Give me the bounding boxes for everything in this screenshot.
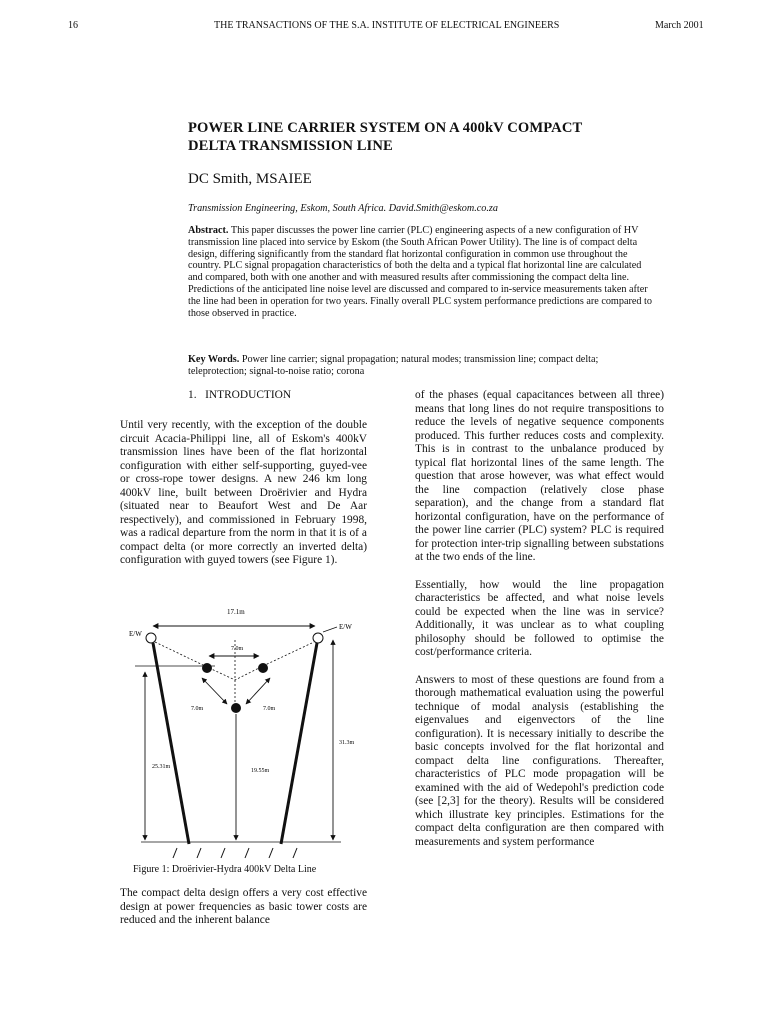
issue-date: March 2001: [655, 20, 704, 31]
figure-caption: Figure 1: Droërivier-Hydra 400kV Delta Line: [133, 864, 317, 875]
tower-leg-left: [153, 643, 189, 844]
author-name: DC Smith, MSAIEE: [188, 171, 312, 187]
ground-hatching: [173, 848, 297, 858]
height-left-label: 25.31m: [152, 764, 171, 770]
abstract-label: Abstract.: [188, 225, 229, 236]
keywords-label: Key Words.: [188, 354, 240, 365]
height-center-label: 19.55m: [251, 768, 270, 774]
section-heading: 1. INTRODUCTION: [188, 389, 292, 401]
height-right-label: 31.3m: [339, 740, 355, 746]
journal-header: THE TRANSACTIONS OF THE S.A. INSTITUTE OF ELECTRICAL ENGINEERS: [214, 20, 560, 31]
left-column-continued: [120, 887, 367, 928]
right-paragraph-1: of the phases (equal capacitances between all three) means that long lines do not require transpositions to reduce the levels of negative sequence components produced. This further reduces costs and complexity. This is in contrast to the unbalance produced by typical flat horizontal lines of the same length. The question that arose however, was what effect would the line compaction (relatively close phase separation), and the change from a standard flat horizontal configuration, have on the performance of the power line carrier (PLC) system? PLC is required for protection inter-trip signalling between substations at the two ends of the line.: [415, 389, 664, 563]
paper-title: [188, 119, 668, 155]
ew-left-label: E/W: [129, 630, 142, 638]
phase-spacing-label: 7.0m: [231, 646, 244, 652]
conductor-right: [258, 663, 268, 673]
ew-right-label: E/W: [339, 623, 352, 631]
earth-wire-right: [313, 633, 323, 643]
intro-paragraph-2: The compact delta design offers a very cost effective design at power frequencies as basic tower costs are reduced and the inherent balance: [120, 887, 367, 926]
tower-leg-right: [281, 643, 317, 844]
diag-left-label: 7.0m: [191, 706, 204, 712]
title-line-2: DELTA TRANSMISSION LINE: [188, 138, 393, 154]
right-column: [415, 389, 664, 863]
page-number: 16: [68, 20, 78, 31]
earth-wire-left: [146, 633, 156, 643]
right-paragraph-3: Answers to most of these questions are found from a thorough mathematical evaluation using the powerful technique of modal analysis (establishing the eigenvalues and eigenvectors of the line configuration). It is necessary initially to describe the basic concepts involved for the flat horizontal and compact delta line configurations. Thereafter, characteristics of PLC mode propagation will be examined with the aid of Wedepohl's prediction code (see [2,3] for the theory). Results will be considered which illustrate key principles. Estimations for the compact delta configuration are then compared with measurements and system performance: [415, 673, 664, 848]
affiliation: Transmission Engineering, Eskom, South Africa. David.Smith@eskom.co.za: [188, 203, 498, 214]
right-paragraph-2: Essentially, how would the line propagation characteristics be affected, and what noise levels could be expected when the line was in service? Additionally, it was unclear as to what coupling philosophy should be followed to optimise the cost/performance criteria.: [415, 578, 664, 658]
intro-paragraph-1: Until very recently, with the exception of the double circuit Acacia-Philippi line, all of Eskom's 400kV transmission lines have been of the flat horizontal configuration with either self-supporting, guyed-vee or cross-rope tower designs. A new 246 km long 400kV line, built between Droërivier and Hydra (situated near to Beaufort West and De Aar respectively), and commissioned in February 1998, was a radical departure from the norm in that it is of a compact delta (or more correctly an inverted delta) configuration with guyed towers (see Figure 1).: [120, 419, 367, 566]
keywords: [188, 354, 653, 378]
left-column-intro: [120, 419, 367, 568]
diag-right-label: 7.0m: [263, 706, 276, 712]
tower-diagram: [115, 600, 375, 862]
abstract: [188, 225, 653, 319]
title-line-1: POWER LINE CARRIER SYSTEM ON A 400kV COMPACT: [188, 120, 583, 136]
abstract-text: This paper discusses the power line carrier (PLC) engineering aspects of a new configuration of HV transmission line placed into service by Eskom (the South African Power Utility). The line is of compact delta design, differing significantly from the standard flat horizontal configuration in common use throughout the country. PLC signal propagation characteristics of both the delta and a typical flat horizontal line are calculated and compared, both with one another and with measured results after commissioning the compact delta line. Predictions of the anticipated line noise level are discussed and compared to in-service measurements taken after the line had been in operation for two years. Finally overall PLC system performance predictions are compared to those observed in practice.: [188, 225, 652, 319]
conductor-bottom: [231, 703, 241, 713]
keywords-text: Power line carrier; signal propagation; natural modes; transmission line; compact delta; teleprotection; signal-to-noise ratio; corona: [188, 354, 599, 377]
conductor-left: [202, 663, 212, 673]
width-label: 17.1m: [227, 608, 245, 616]
